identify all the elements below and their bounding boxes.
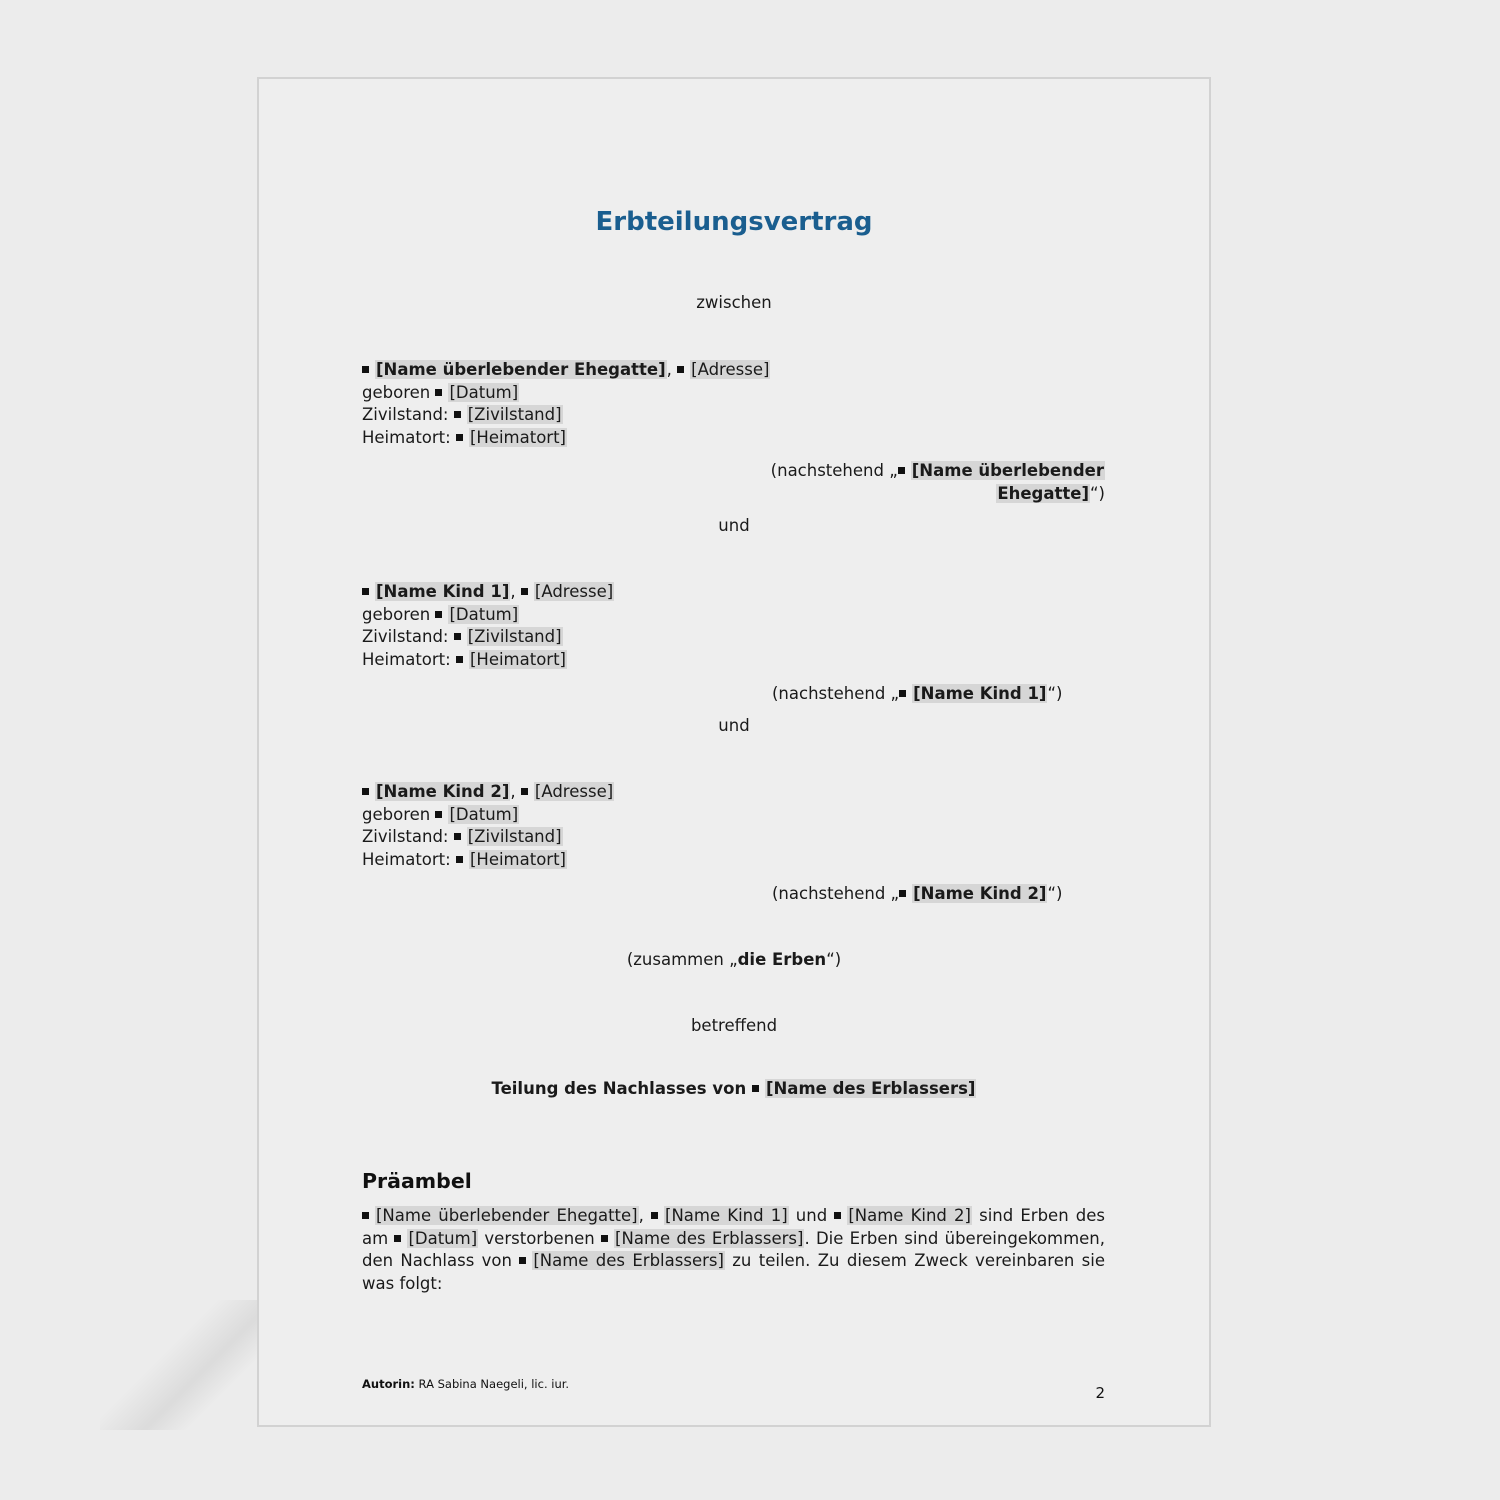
field-marker-icon bbox=[651, 1212, 658, 1219]
party3-civil-field[interactable]: [Zivilstand] bbox=[467, 827, 562, 847]
praeambel-field-date[interactable]: [Datum] bbox=[408, 1228, 478, 1248]
party1-short-field-cont[interactable]: Ehegatte] bbox=[997, 483, 1089, 503]
party2-short-field[interactable]: [Name Kind 1] bbox=[913, 684, 1047, 703]
zwischen-text: zwischen bbox=[696, 293, 772, 312]
field-marker-icon bbox=[435, 811, 442, 818]
party3-nachstehend: (nachstehend „ [Name Kind 2]“) bbox=[772, 884, 1063, 903]
party1-name-field[interactable]: [Name überlebender Ehegatte] bbox=[376, 360, 666, 379]
party3-short-field[interactable]: [Name Kind 2] bbox=[913, 884, 1047, 903]
field-marker-icon bbox=[435, 389, 442, 396]
party2-block bbox=[362, 581, 1122, 672]
party2-name-field[interactable]: [Name Kind 1] bbox=[376, 582, 510, 601]
field-marker-icon bbox=[899, 690, 906, 697]
field-marker-icon bbox=[456, 656, 463, 663]
party1-address-field[interactable]: [Adresse] bbox=[691, 360, 770, 379]
party1-civil-field[interactable]: [Zivilstand] bbox=[467, 405, 562, 425]
party1-short-field[interactable]: [Name überlebender bbox=[911, 461, 1104, 480]
field-marker-icon bbox=[394, 1235, 401, 1242]
subject-line: Teilung des Nachlasses von [Name des Erblassers] bbox=[491, 1079, 976, 1098]
field-marker-icon bbox=[519, 1257, 526, 1264]
party3-block bbox=[362, 781, 1122, 872]
field-marker-icon bbox=[362, 588, 369, 595]
party1-civil-line: Zivilstand: [Zivilstand] bbox=[362, 405, 562, 425]
party3-born-line: geboren [Datum] bbox=[362, 804, 519, 824]
document-page bbox=[257, 77, 1211, 1427]
party3-name-field[interactable]: [Name Kind 2] bbox=[376, 782, 510, 801]
party1-home-field[interactable]: [Heimatort] bbox=[469, 428, 566, 448]
party2-date-field[interactable]: [Datum] bbox=[449, 604, 519, 624]
party2-civil-field[interactable]: [Zivilstand] bbox=[467, 627, 562, 647]
page-number: 2 bbox=[1095, 1384, 1105, 1402]
praeambel-field-child1[interactable]: [Name Kind 1] bbox=[665, 1206, 788, 1225]
praeambel-field-deceased[interactable]: [Name des Erblassers] bbox=[615, 1228, 804, 1248]
footer-author: Autorin: RA Sabina Naegeli, lic. iur. bbox=[362, 1377, 570, 1391]
praeambel-field-child2[interactable]: [Name Kind 2] bbox=[848, 1206, 971, 1225]
field-marker-icon bbox=[435, 611, 442, 618]
party1-born-line: geboren [Datum] bbox=[362, 382, 519, 402]
und-text-1: und bbox=[718, 516, 750, 535]
field-marker-icon bbox=[456, 856, 463, 863]
field-marker-icon bbox=[454, 633, 461, 640]
field-marker-icon bbox=[362, 366, 369, 373]
party2-address-field[interactable]: [Adresse] bbox=[534, 582, 614, 601]
party1-name-line: [Name überlebender Ehegatte], [Adresse] bbox=[362, 359, 1122, 382]
field-marker-icon bbox=[834, 1212, 841, 1219]
party3-home-field[interactable]: [Heimatort] bbox=[469, 850, 566, 870]
field-marker-icon bbox=[521, 588, 528, 595]
party3-civil-line: Zivilstand: [Zivilstand] bbox=[362, 827, 562, 847]
party2-civil-line: Zivilstand: [Zivilstand] bbox=[362, 627, 562, 647]
field-marker-icon bbox=[362, 1212, 369, 1219]
party1-nachstehend: (nachstehend „ [Name überlebender Ehegatte]“) bbox=[770, 461, 1105, 503]
page-shadow bbox=[100, 1300, 260, 1430]
field-marker-icon bbox=[898, 467, 905, 474]
party2-home-field[interactable]: [Heimatort] bbox=[469, 650, 566, 670]
praeambel-field-deceased-2[interactable]: [Name des Erblassers] bbox=[533, 1251, 724, 1271]
party1-home-line: Heimatort: [Heimatort] bbox=[362, 428, 566, 448]
document-title: Erbteilungsvertrag bbox=[595, 207, 873, 237]
praeambel-heading: Präambel bbox=[362, 1169, 472, 1193]
party3-name-line: [Name Kind 2], [Adresse] bbox=[362, 781, 1122, 804]
field-marker-icon bbox=[899, 890, 906, 897]
und-text-2: und bbox=[718, 716, 750, 735]
field-marker-icon bbox=[362, 788, 369, 795]
field-marker-icon bbox=[752, 1085, 759, 1092]
field-marker-icon bbox=[454, 833, 461, 840]
party3-date-field[interactable]: [Datum] bbox=[449, 804, 519, 824]
praeambel-paragraph: [Name überlebender Ehegatte], [Name Kind 1] und [Name Kind 2] sind Erben des am [Datum] verstorbenen [Name des Erblassers]. Die Erben sind übereingekommen, den Nachlass von [Name des Erblassers] zu teilen. Zu diesem Zweck vereinbaren sie was folgt: bbox=[362, 1206, 1106, 1294]
party3-address-field[interactable]: [Adresse] bbox=[534, 782, 614, 801]
field-marker-icon bbox=[677, 366, 684, 373]
party2-name-line: [Name Kind 1], [Adresse] bbox=[362, 581, 1122, 604]
party2-nachstehend: (nachstehend „ [Name Kind 1]“) bbox=[772, 684, 1063, 703]
zusammen-text: (zusammen „die Erben“) bbox=[626, 950, 842, 969]
field-marker-icon bbox=[456, 434, 463, 441]
field-marker-icon bbox=[454, 411, 461, 418]
praeambel-field-spouse[interactable]: [Name überlebender Ehegatte] bbox=[376, 1206, 638, 1225]
subject-name-field[interactable]: [Name des Erblassers] bbox=[765, 1079, 976, 1098]
party1-date-field[interactable]: [Datum] bbox=[449, 382, 519, 402]
party2-home-line: Heimatort: [Heimatort] bbox=[362, 650, 566, 670]
field-marker-icon bbox=[521, 788, 528, 795]
field-marker-icon bbox=[601, 1235, 608, 1242]
party3-home-line: Heimatort: [Heimatort] bbox=[362, 850, 566, 870]
betreffend-text: betreffend bbox=[690, 1016, 778, 1035]
party1-block bbox=[362, 359, 1122, 450]
party2-born-line: geboren [Datum] bbox=[362, 604, 519, 624]
